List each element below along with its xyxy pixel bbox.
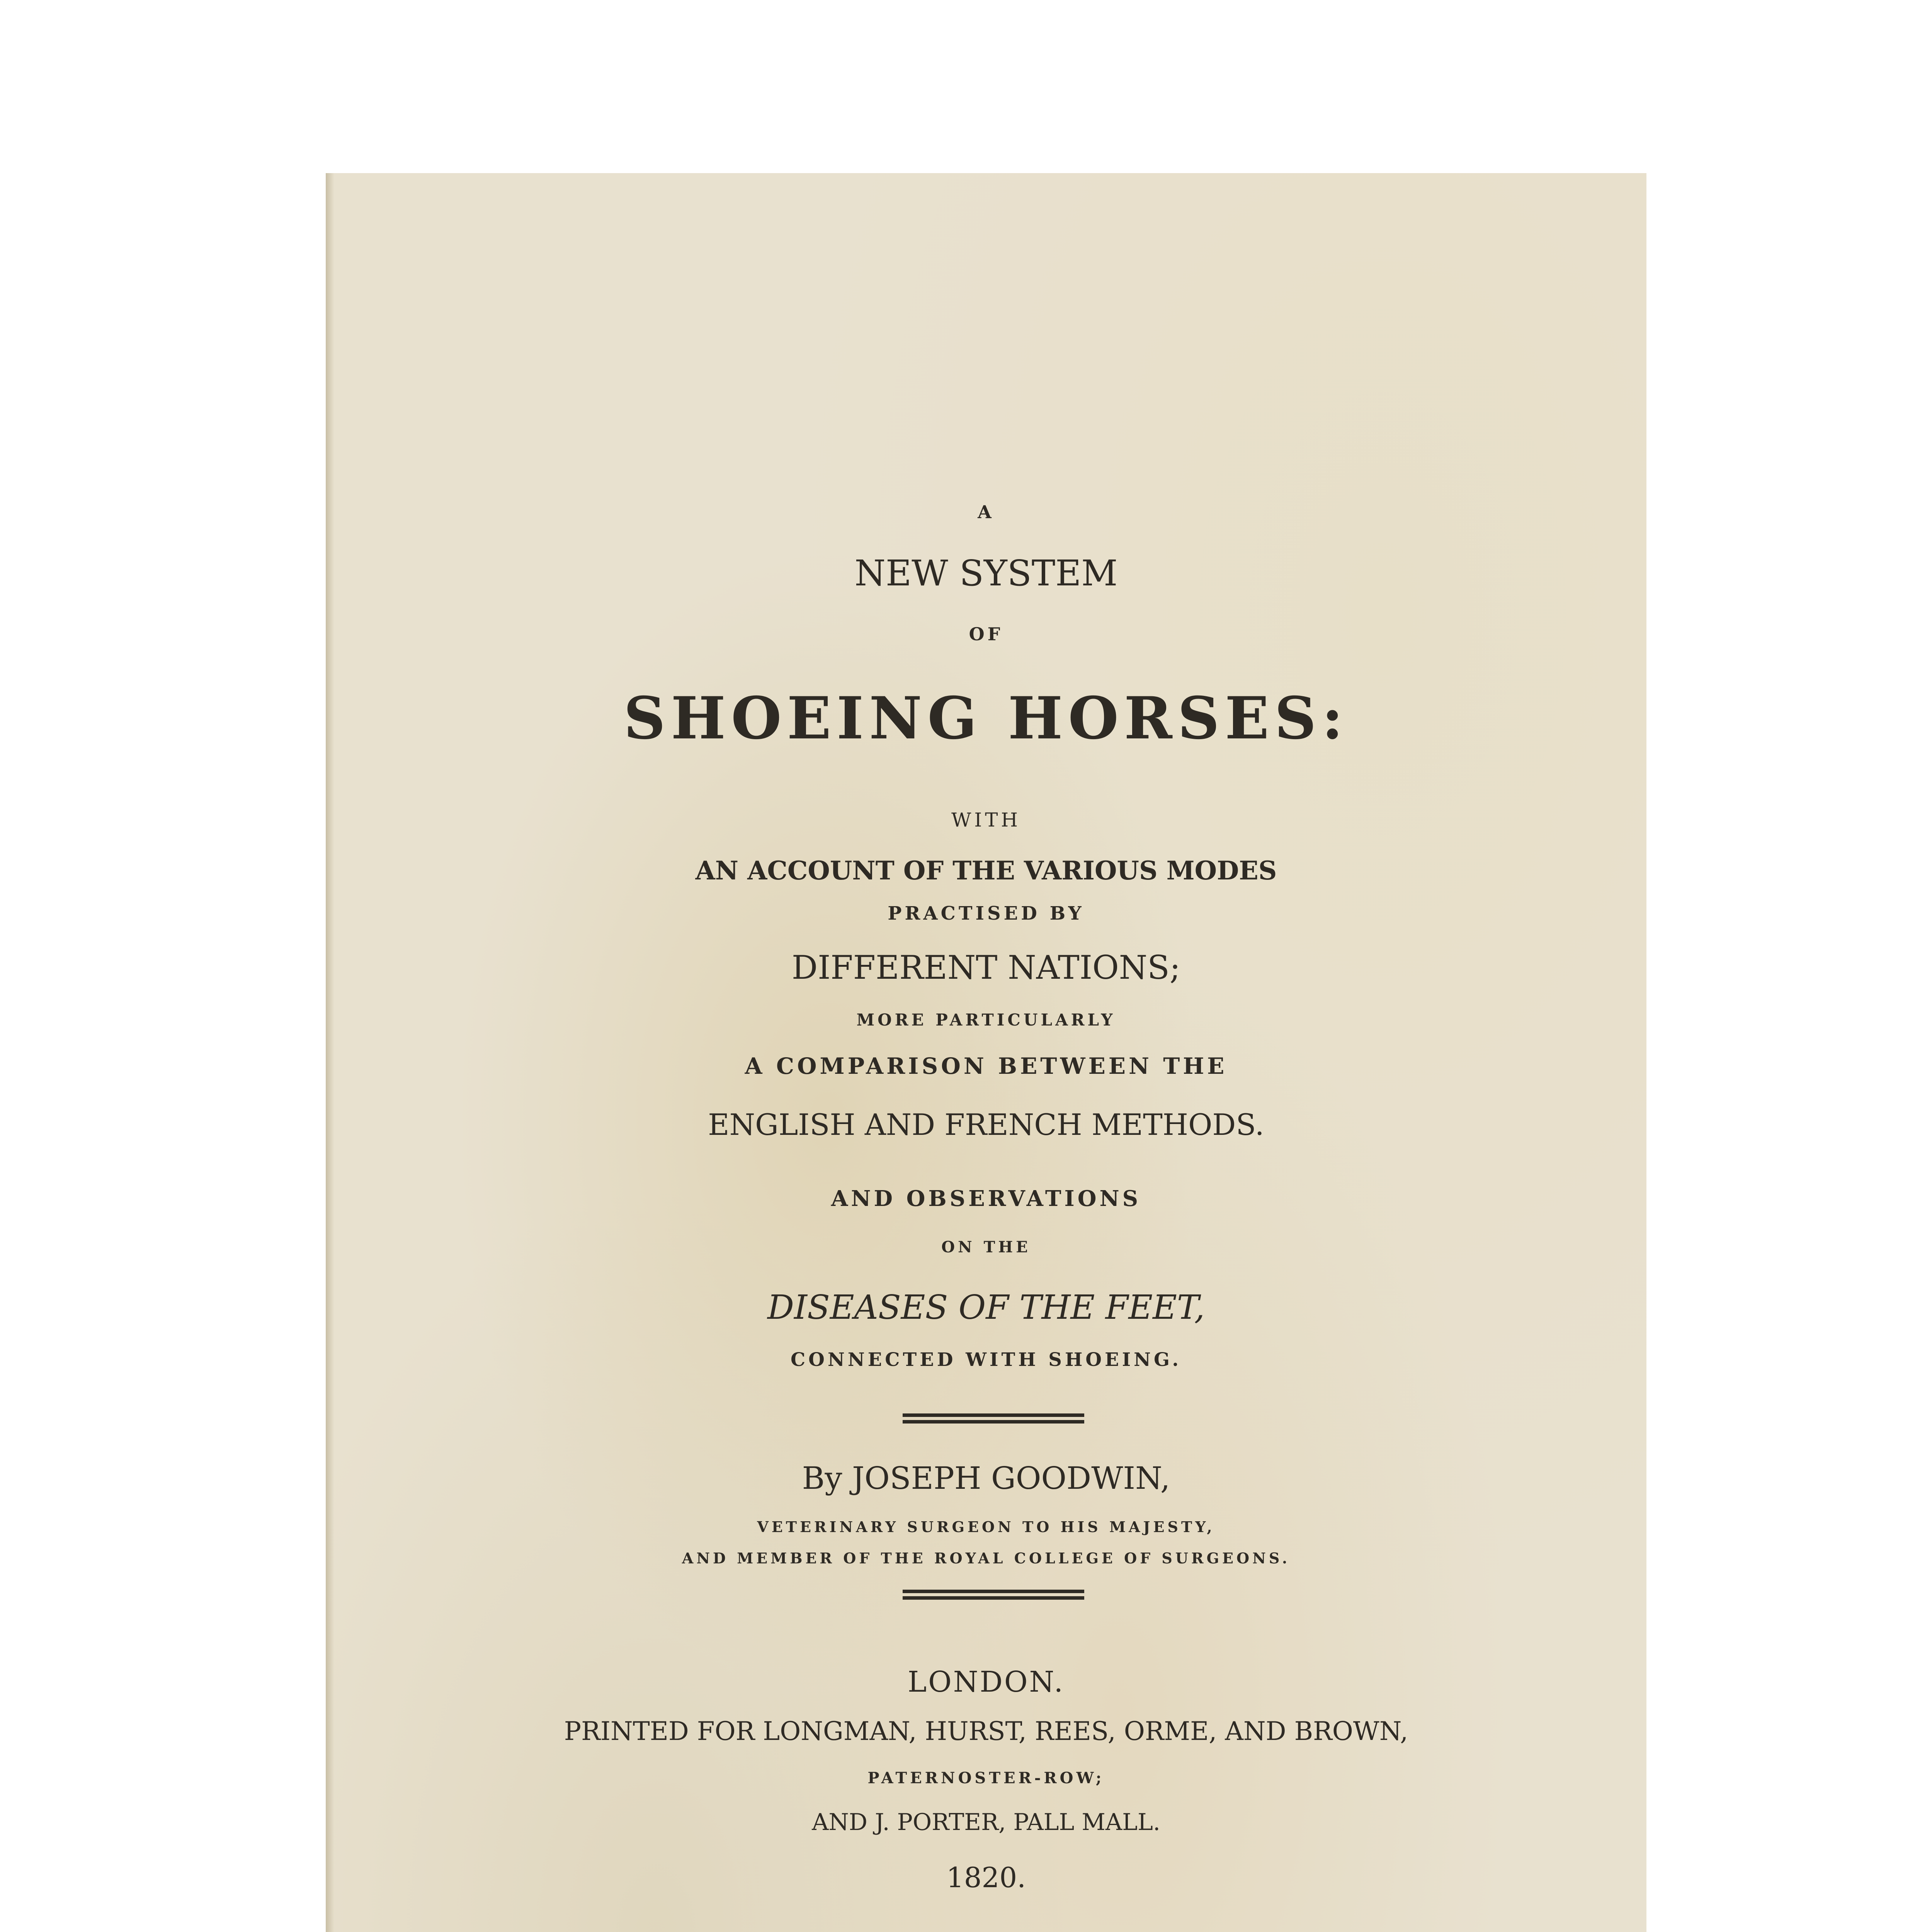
title-line-connected: CONNECTED WITH SHOEING.	[790, 1349, 1182, 1371]
title-line-new-system: NEW SYSTEM	[854, 553, 1118, 594]
imprint-printer-line-2: PATERNOSTER-ROW;	[867, 1769, 1105, 1787]
scanned-title-page	[326, 173, 1646, 1932]
title-line-on-the: ON THE	[941, 1238, 1031, 1256]
title-line-of: OF	[969, 624, 1003, 645]
imprint-printer-line-1: PRINTED FOR LONGMAN, HURST, REES, ORME, AND BROWN,	[564, 1716, 1408, 1746]
title-line-methods: ENGLISH AND FRENCH METHODS.	[708, 1107, 1264, 1142]
author-title-line-2: AND MEMBER OF THE ROYAL COLLEGE OF SURGEONS.	[682, 1549, 1291, 1567]
author-title-line-1: VETERINARY SURGEON TO HIS MAJESTY,	[757, 1518, 1215, 1536]
title-line-nations: DIFFERENT NATIONS;	[791, 949, 1181, 986]
imprint-year: 1820.	[946, 1861, 1026, 1894]
title-line-a: A	[978, 502, 995, 522]
double-rule-top	[903, 1413, 1084, 1423]
title-line-comparison: A COMPARISON BETWEEN THE	[745, 1053, 1228, 1079]
title-line-practised: PRACTISED BY	[888, 903, 1085, 924]
author-line: By JOSEPH GOODWIN,	[802, 1460, 1170, 1496]
double-rule-bottom	[903, 1590, 1084, 1600]
imprint-place: LONDON.	[907, 1665, 1065, 1699]
title-line-diseases: DISEASES OF THE FEET,	[767, 1288, 1205, 1327]
title-line-more-particularly: MORE PARTICULARLY	[856, 1010, 1116, 1029]
title-line-observations: AND OBSERVATIONS	[831, 1186, 1141, 1211]
imprint-printer-line-3: AND J. PORTER, PALL MALL.	[812, 1809, 1160, 1836]
main-title: SHOEING HORSES:	[623, 684, 1349, 752]
title-line-account: AN ACCOUNT OF THE VARIOUS MODES	[695, 855, 1277, 886]
title-line-with: WITH	[951, 809, 1021, 831]
